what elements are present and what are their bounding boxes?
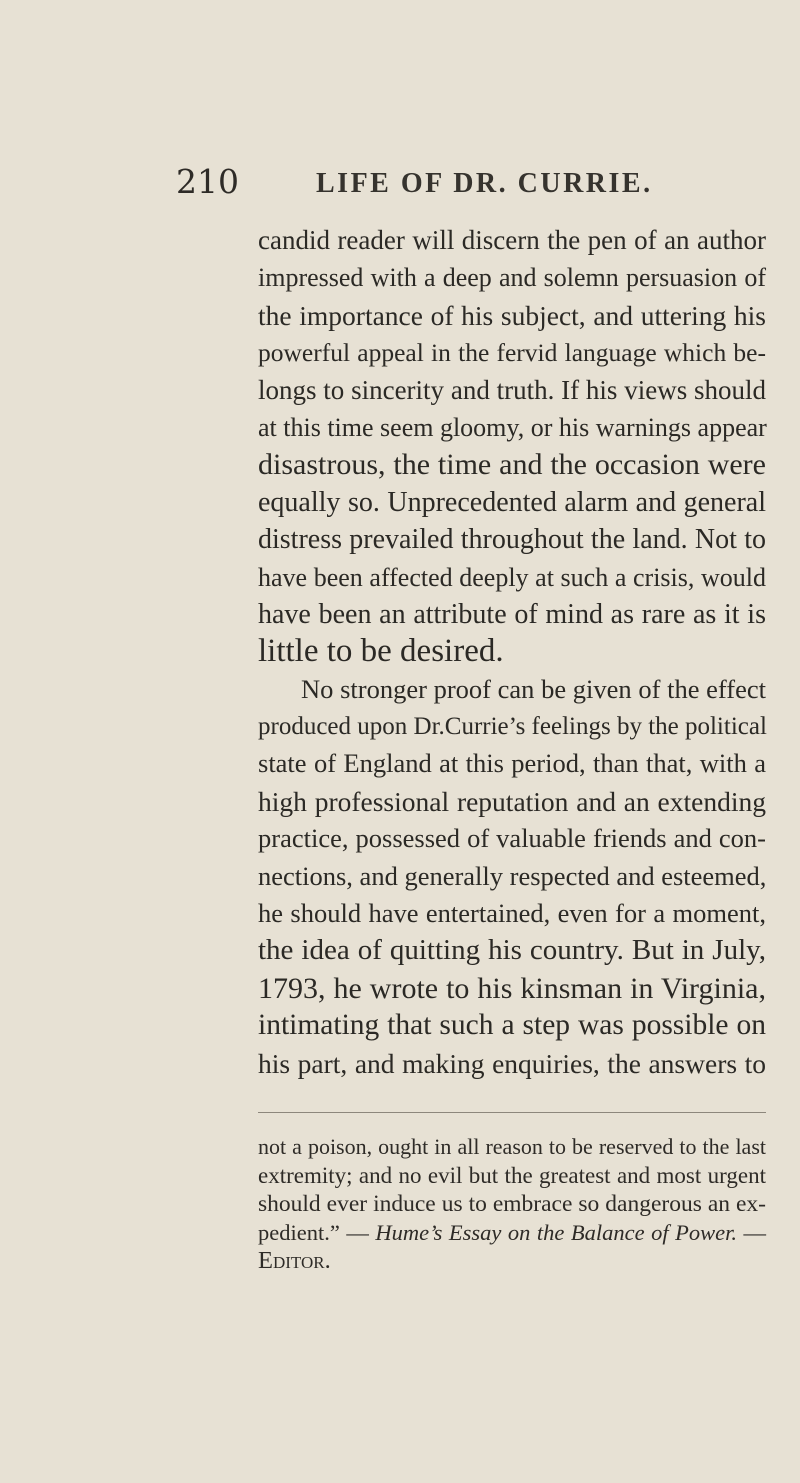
text-line: disastrous, the time and the occasion were bbox=[258, 448, 766, 482]
text-line: the idea of quitting his country. But in July, bbox=[258, 934, 766, 967]
footnote-quote-end: pedient.” — bbox=[258, 1219, 376, 1245]
footnote-dash: — bbox=[737, 1219, 766, 1245]
page-number: 210 bbox=[176, 162, 239, 201]
text-line: his part, and making enquiries, the answers to bbox=[258, 1047, 766, 1079]
text-line: intimating that such a step was possible on bbox=[258, 1009, 766, 1042]
running-title: LIFE OF DR. CURRIE. bbox=[316, 168, 653, 199]
text-line: the importance of his subject, and uttering his bbox=[258, 299, 766, 331]
footnote-rule bbox=[258, 1112, 766, 1113]
text-line: longs to sincerity and truth. If his views should bbox=[258, 374, 766, 405]
body-text bbox=[258, 222, 766, 1082]
text-line: at this time seem gloomy, or his warnings appear bbox=[258, 412, 767, 442]
text-line: high professional reputation and an extending bbox=[258, 785, 766, 817]
footnote-signature: Editor. bbox=[258, 1247, 331, 1275]
text-line: state of England at this period, than that, with a bbox=[258, 748, 766, 779]
text-line: powerful appeal in the fervid language which be- bbox=[258, 338, 766, 368]
text-line: produced upon Dr.Currie’s feelings by the political bbox=[258, 713, 767, 741]
text-line: he should have entertained, even for a moment, bbox=[258, 898, 766, 929]
footnote-line: extremity; and no evil but the greatest and most urgent bbox=[258, 1162, 766, 1188]
footnote bbox=[258, 1133, 766, 1276]
footnote-citation-line bbox=[258, 1219, 766, 1248]
text-line: have been affected deeply at such a crisis, would bbox=[258, 562, 766, 592]
text-line: distress prevailed throughout the land. Not to bbox=[258, 524, 766, 556]
footnote-line: not a poison, ought in all reason to be reserved to the last bbox=[258, 1134, 766, 1159]
running-head bbox=[176, 158, 764, 206]
text-line: nections, and generally respected and esteemed, bbox=[258, 860, 767, 891]
footnote-line: should ever induce us to embrace so dangerous an ex- bbox=[258, 1191, 766, 1218]
paragraph-start-line: No stronger proof can be given of the effect bbox=[301, 673, 766, 704]
text-line: candid reader will discern the pen of an author bbox=[258, 225, 766, 255]
text-line: practice, possessed of valuable friends and con- bbox=[258, 823, 766, 854]
text-line: equally so. Unprecedented alarm and general bbox=[258, 486, 766, 518]
text-line: have been an attribute of mind as rare as it is bbox=[258, 598, 766, 630]
text-line: little to be desired. bbox=[258, 633, 504, 670]
text-line: 1793, he wrote to his kinsman in Virginia, bbox=[258, 971, 766, 1005]
footnote-citation-title: Hume’s Essay on the Balance of Power. bbox=[375, 1219, 737, 1245]
text-line: impressed with a deep and solemn persuasion of bbox=[258, 263, 766, 293]
